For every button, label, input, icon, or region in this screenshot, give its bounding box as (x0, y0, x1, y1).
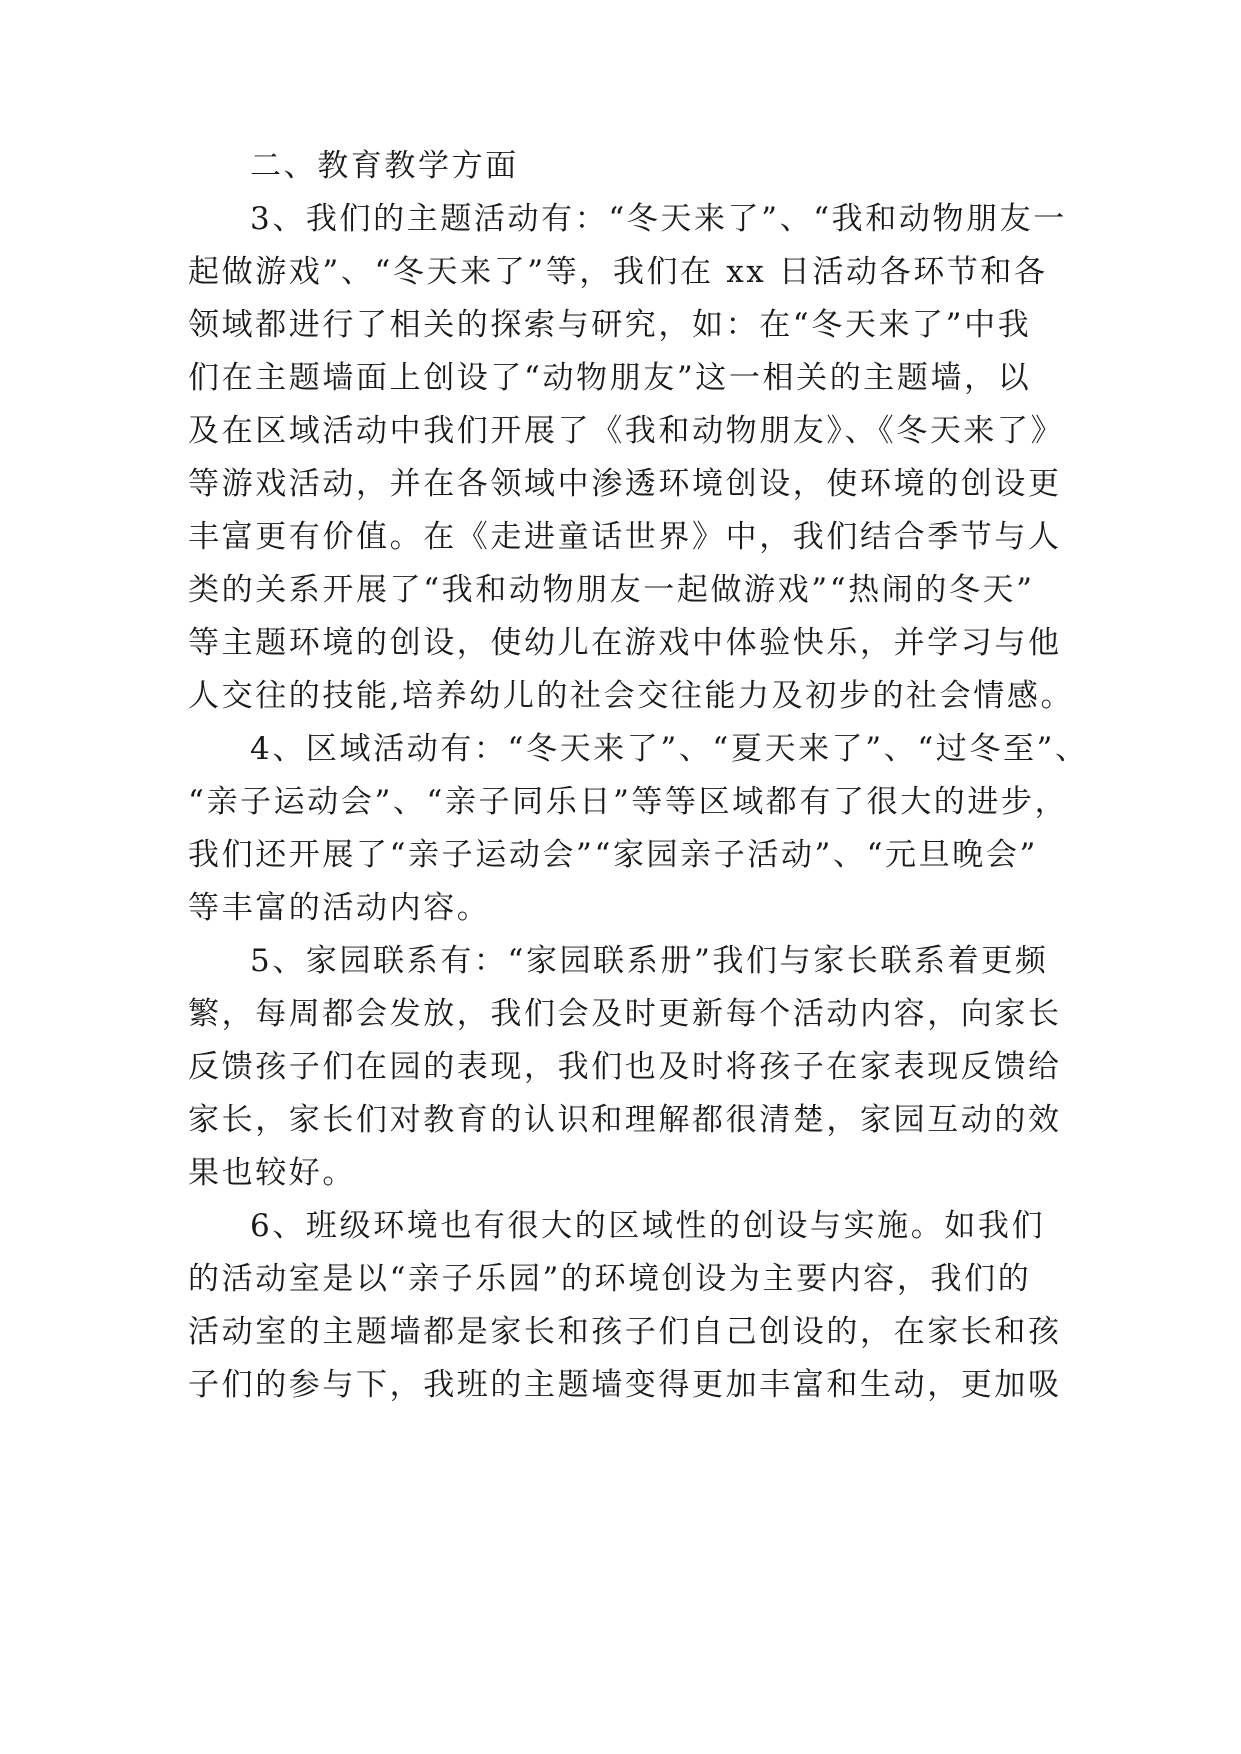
paragraph-line: 领域都进行了相关的探索与研究，如：在“冬天来了”中我 (188, 307, 1032, 343)
paragraph-line: 等主题环境的创设，使幼儿在游戏中体验快乐，并学习与他 (188, 625, 1062, 661)
paragraph-line: 类的关系开展了“我和动物朋友一起做游戏”“热闹的冬天” (188, 572, 1035, 608)
paragraph-line: 等丰富的活动内容。 (188, 890, 491, 926)
paragraph-line: 丰富更有价值。在《走进童话世界》中，我们结合季节与人 (188, 519, 1062, 555)
paragraph-line: 子们的参与下，我班的主题墙变得更加丰富和生动，更加吸 (188, 1367, 1062, 1403)
paragraph-line: 5、家园联系有：“家园联系册”我们与家长联系着更频 (250, 943, 1049, 979)
paragraph-line: 家长，家长们对教育的认识和理解都很清楚，家园互动的效 (188, 1102, 1062, 1138)
paragraph-line: 3、我们的主题活动有：“冬天来了”、“我和动物朋友一 (250, 201, 1067, 237)
section-heading: 二、教育教学方面 (250, 148, 519, 184)
paragraph-line: 的活动室是以“亲子乐园”的环境创设为主要内容，我们的 (188, 1261, 1032, 1297)
paragraph-line: 我们还开展了“亲子运动会”“家园亲子活动”、“元旦晚会” (188, 837, 1038, 873)
paragraph-line: 反馈孩子们在园的表现，我们也及时将孩子在家表现反馈给 (188, 1049, 1062, 1085)
paragraph-line: 等游戏活动，并在各领域中渗透环境创设，使环境的创设更 (188, 466, 1062, 502)
paragraph-line: 起做游戏”、“冬天来了”等，我们在 xx 日活动各环节和各 (188, 254, 1048, 290)
paragraph-line: 及在区域活动中我们开展了《我和动物朋友》、《冬天来了》 (188, 413, 1065, 449)
paragraph-line: 6、班级环境也有很大的区域性的创设与实施。如我们 (250, 1208, 1046, 1244)
paragraph-line: 繁，每周都会发放，我们会及时更新每个活动内容，向家长 (188, 996, 1062, 1032)
paragraph-line: 活动室的主题墙都是家长和孩子们自己创设的，在家长和孩 (188, 1314, 1062, 1350)
paragraph-line: “亲子运动会”、“亲子同乐日”等等区域都有了很大的进步， (188, 784, 1069, 820)
paragraph-line: 4、区域活动有：“冬天来了”、“夏天来了”、“过冬至”、 (250, 731, 1089, 767)
paragraph-line: 果也较好。 (188, 1155, 356, 1191)
paragraph-line: 们在主题墙面上创设了“动物朋友”这一相关的主题墙，以 (188, 360, 1032, 396)
paragraph-line: 人交往的技能,培养幼儿的社会交往能力及初步的社会情感。 (188, 678, 1075, 714)
